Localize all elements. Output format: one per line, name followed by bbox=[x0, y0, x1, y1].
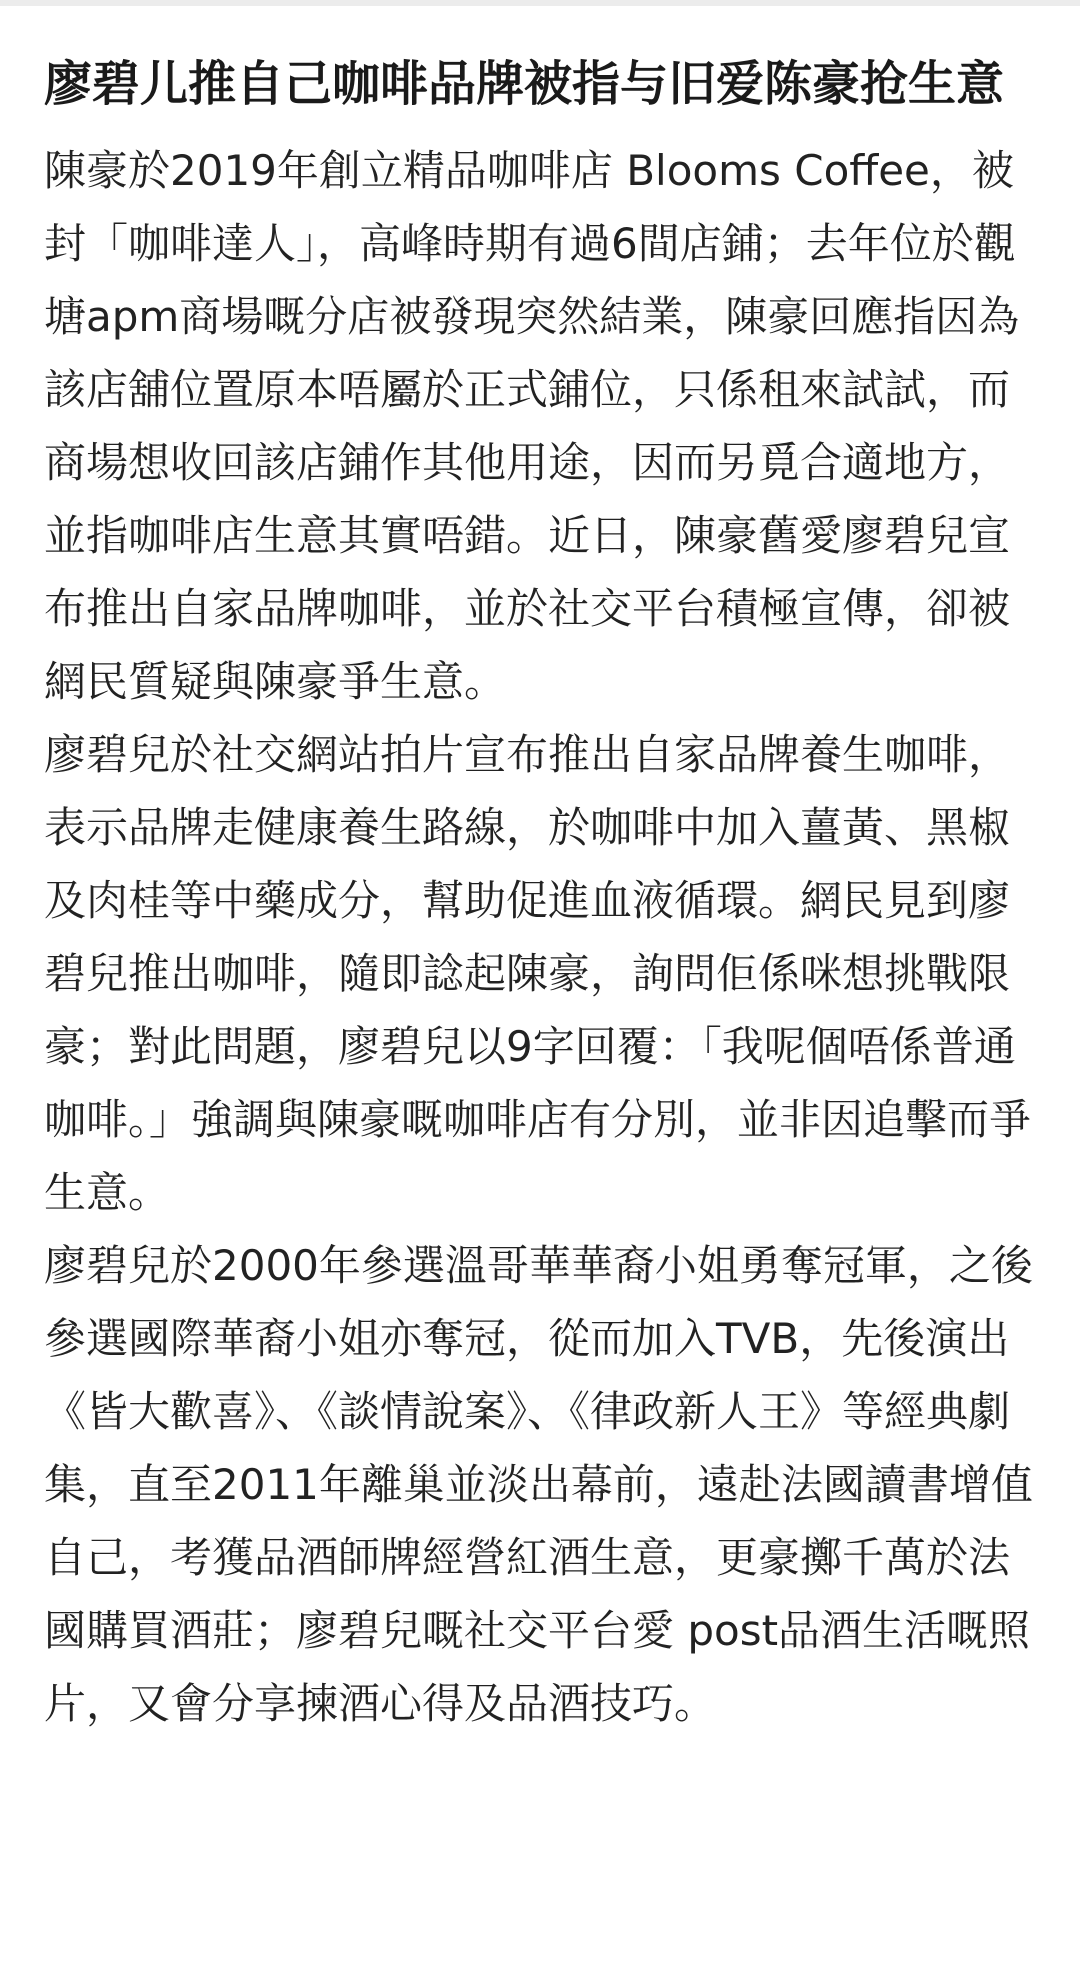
top-divider bbox=[0, 0, 1080, 6]
article-title: 廖碧儿推自己咖啡品牌被指与旧爱陈豪抢生意 bbox=[44, 56, 1005, 112]
article-paragraph-1: 陳豪於2019年創立精品咖啡店 Blooms Coffee，被封「咖啡達人」，高峰時期有過6間店鋪；去年位於觀塘apm商場嘅分店被發現突然結業，陳豪回應指因為該店舖位置原本唔屬於正式鋪位，只係租來試試，而商場想收回該店鋪作其他用途，因而另覓合適地方，並指咖啡店生意其實唔錯。近日，陳豪舊愛廖碧兒宣布推出自家品牌咖啡，並於社交平台積極宣傳，卻被網民質疑與陳豪爭生意。 bbox=[44, 146, 1020, 706]
article bbox=[44, 48, 1036, 1740]
article-paragraph-3: 廖碧兒於2000年參選溫哥華華裔小姐勇奪冠軍，之後參選國際華裔小姐亦奪冠，從而加入TVB，先後演出《皆大歡喜》、《談情說案》、《律政新人王》等經典劇集，直至2011年離巢並淡出幕前，遠赴法國讀書增值自己，考獲品酒師牌經營紅酒生意，更豪擲千萬於法國購買酒莊；廖碧兒嘅社交平台愛 post品酒生活嘅照片，又會分享揀酒心得及品酒技巧。 bbox=[44, 1241, 1033, 1728]
article-paragraph-2: 廖碧兒於社交網站拍片宣布推出自家品牌養生咖啡，表示品牌走健康養生路線，於咖啡中加入薑黃、黑椒及肉桂等中藥成分，幫助促進血液循環。網民見到廖碧兒推出咖啡，隨即諗起陳豪，詢問佢係咪想挑戰限豪；對此問題，廖碧兒以9字回覆：「我呢個唔係普通咖啡。」強調與陳豪嘅咖啡店有分別，並非因追擊而爭生意。 bbox=[44, 730, 1032, 1217]
